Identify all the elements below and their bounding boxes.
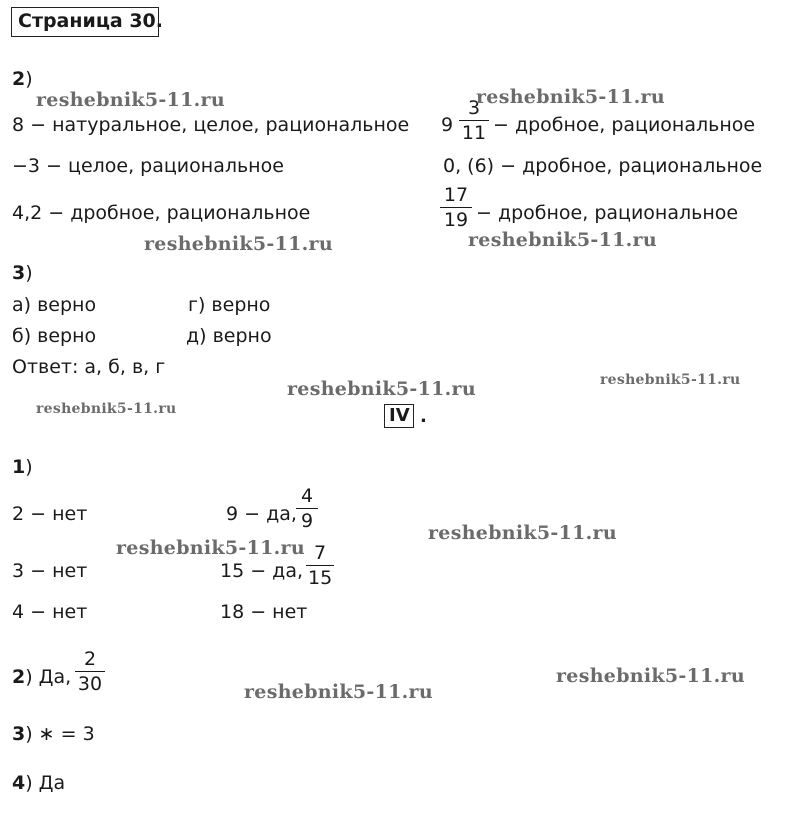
section-label: IV [384,404,414,428]
task2-label: 2) [12,68,33,90]
task3-item-b: б) верно [12,325,97,347]
mixed-number-desc: − дробное, рациональное [493,114,756,136]
fraction-denominator: 9 [296,508,318,531]
watermark: reshebnik5-11.ru [36,89,225,111]
task2-item-minus3: −3 − целое, рациональное [12,155,284,177]
fraction-numerator: 17 [443,184,469,206]
fraction-4-9 [296,487,318,531]
task2-item-4-2: 4,2 − дробное, рациональное [12,202,311,224]
mixed-number-whole: 9 [441,114,454,136]
p4-task1-label: 1) [12,456,33,478]
task3-item-a: а) верно [12,294,97,316]
fraction-denominator: 11 [459,120,489,143]
fraction-17-19 [440,186,472,230]
watermark: reshebnik5-11.ru [468,229,657,251]
watermark: reshebnik5-11.ru [36,401,177,417]
section-label-dot: . [420,406,427,427]
p4-item-4: 4 − нет [12,601,88,623]
page-title: Страница 30. [18,10,163,32]
watermark: reshebnik5-11.ru [556,665,745,687]
page-title-box [11,7,163,37]
task2-item-8: 8 − натуральное, целое, рациональное [12,114,410,136]
watermark: reshebnik5-11.ru [428,522,617,544]
p4-task3: 3) ∗ = 3 [12,723,95,745]
fraction-numerator: 3 [467,97,481,119]
fraction-denominator: 19 [440,207,472,230]
task3-answer: Ответ: а, б, в, г [12,356,166,378]
task3-label: 3) [12,262,33,284]
p4-item-18: 18 − нет [220,601,308,623]
p4-task2: 2) Да, [12,666,72,688]
fraction-denominator: 30 [75,671,105,694]
fraction-numerator: 2 [83,648,97,670]
p4-item-3: 3 − нет [12,560,88,582]
task3-item-d: д) верно [186,325,272,347]
fraction-7-15 [306,544,334,588]
watermark: reshebnik5-11.ru [116,537,305,559]
fraction-desc: − дробное, рациональное [476,202,739,224]
p4-item-15: 15 − да, [220,560,303,582]
watermark: reshebnik5-11.ru [244,681,433,703]
watermark: reshebnik5-11.ru [144,233,333,255]
p4-task4: 4) Да [12,772,66,794]
periodic-item: 0, (6) − дробное, рациональное [443,155,763,177]
task3-item-g: г) верно [188,294,271,316]
watermark: reshebnik5-11.ru [600,372,741,388]
watermark: reshebnik5-11.ru [476,86,665,108]
p4-item-2: 2 − нет [12,503,88,525]
fraction-2-30 [75,650,105,694]
watermark: reshebnik5-11.ru [287,378,476,400]
fraction-denominator: 15 [308,567,333,589]
fraction-numerator: 7 [313,542,327,564]
fraction-numerator: 4 [300,485,314,507]
p4-item-9: 9 − да, [226,503,297,525]
